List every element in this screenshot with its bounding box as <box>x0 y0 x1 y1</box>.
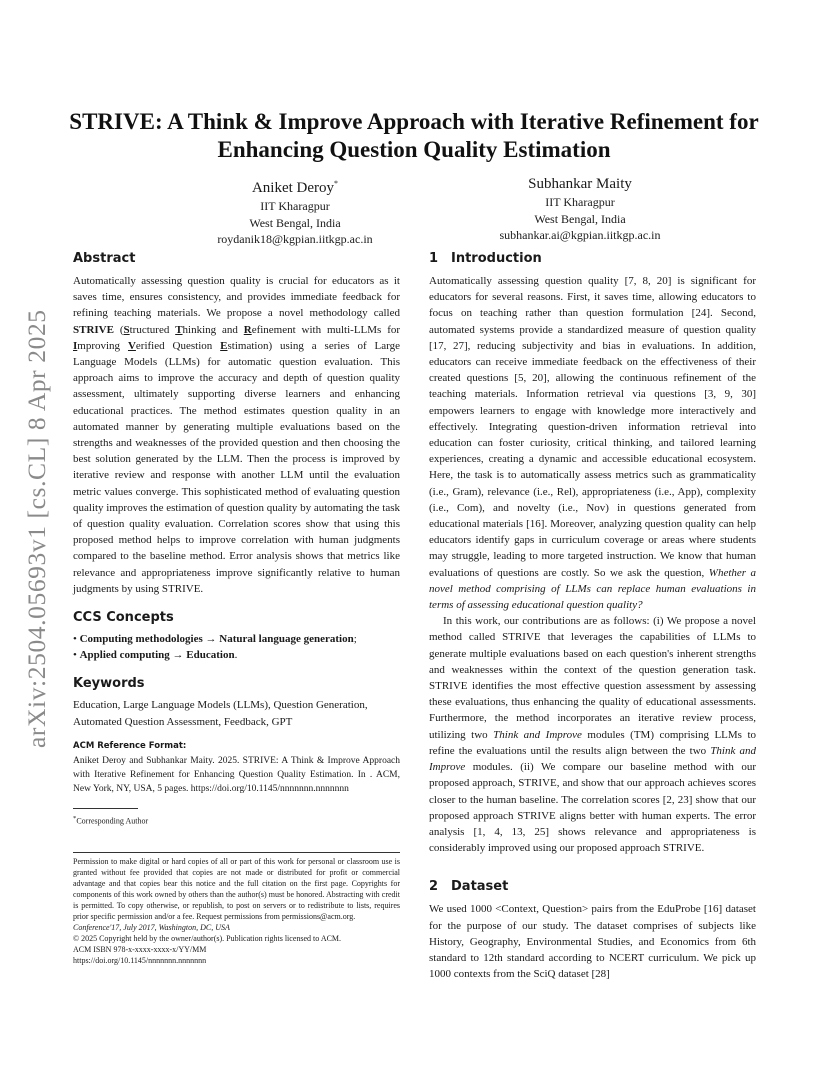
dataset-heading: 2 Dataset <box>429 879 509 895</box>
permission-block <box>73 856 400 966</box>
abstract-heading: Abstract <box>73 251 136 266</box>
ccs-item: • Computing methodologies → Natural language generation; <box>73 633 357 646</box>
author-name: Subhankar Maity <box>528 176 632 192</box>
author-affiliation: IIT Kharagpur <box>260 199 330 213</box>
keywords-heading: Keywords <box>73 676 145 692</box>
author-block-2 <box>430 174 730 244</box>
author-name: Aniket Deroy <box>251 180 335 196</box>
footnote: *Corresponding Author <box>73 814 149 826</box>
ccs-list <box>73 631 400 663</box>
acm-reference-heading: ACM Reference Format: <box>73 740 187 751</box>
doi-line: https://doi.org/10.1145/nnnnnnn.nnnnnnn <box>73 955 207 965</box>
permission-rule <box>73 852 400 853</box>
right-column <box>429 250 756 982</box>
conference-line: Conference'17, July 2017, Washington, DC, USA <box>73 922 230 932</box>
author-marker: * <box>334 179 339 188</box>
paper-title: STRIVE: A Think & Improve Approach with Iterative Refinement for Enhancing Question Quality Estimation <box>69 109 759 162</box>
introduction-heading: 1 Introduction <box>429 251 542 266</box>
footnote-rule <box>73 808 138 809</box>
dataset-paragraph: We used 1000 <Context, Question> pairs from the EduProbe [16] dataset for the purpose of our study. The dataset comprises of subjects like History, Geography, Environmental Studies, and Economics from 6th standard to 12th standard according to NCERT curriculum. We pick up 1000 contexts from the SciQ dataset [28] <box>429 903 756 981</box>
author-affiliation: IIT Kharagpur <box>545 195 615 209</box>
author-email: roydanik18@kgpian.iitkgp.ac.in <box>217 232 373 246</box>
author-location: West Bengal, India <box>249 215 341 230</box>
introduction-paragraph-1: Automatically assessing question quality [7, 8, 20] is significant for educators for several reasons. First, it saves time, allowing educators to focus on teaching rather than question formulation [24]. Second, automated systems provide a standardized measure of question quality [17, 27], reducing subjectivity and bias in evaluations. In addition, educators can receive immediate feedback on the effectiveness of their created questions [5, 20], allowing the continuous refinement of the teaching materials. Information retrieval via questions [3, 9, 30] empowers learners to engage with knowledge more interactively and effectively. Integrating question-driven information retrieval into education can foster curiosity, critical thinking, and tailored learning experiences, creating a dynamic and accessible educational ecosystem. Here, the task is to automatically assess metrics such as grammaticality (i.e., Gram), relevance (i.e., Rel), appropriateness (i.e., App), complexity (i.e., Com), and novelty (i.e., Nov) in questions generated from educational materials [16]. Moreover, analyzing question quality can help educators identify gaps in curriculum coverage or areas where students may struggle, leading to more targeted instruction. We know that human evaluations of questions are costly. So we ask the question, Whether a novel method comprising of LLMs can replace human evaluations in terms of assessing educational question quality? <box>429 275 757 612</box>
isbn-line: ACM ISBN 978-x-xxxx-xxxx-x/YY/MM <box>73 944 207 954</box>
author-location: West Bengal, India <box>534 211 626 226</box>
keywords-text: Education, Large Language Models (LLMs), Question Generation, Automated Question Assessment, Feedback, GPT <box>73 699 368 728</box>
left-column <box>73 250 400 966</box>
acm-reference-text: Aniket Deroy and Subhankar Maity. 2025. STRIVE: A Think & Improve Approach with Iterative Refinement for Enhancing Question Quality Estimation. In . ACM, New York, NY, USA, 5 pages. https://doi.org/10.1145/nnnnnnn.nnnnnnn <box>73 755 400 794</box>
abstract-text: Automatically assessing question quality is crucial for educators as it saves time, ensures consistency, and provides immediate feedback for refining teaching materials. We propose a novel methodology called STRIVE (Structured Thinking and Refinement with multi-LLMs for Improving Verified Question Estimation) using a series of Large Language Models (LLMs) for automatic question evaluation. This approach aims to improve the accuracy and depth of question quality assessment, ultimately supporting diverse learners and enhancing educational practices. The method estimates question quality in an automated manner by generating multiple evaluations based on the strengths and weaknesses of the provided question and then choosing the best solution generated by the LLM. Then the process is improved by iterative review and response with another LLM until the evaluation metric values converge. This sophisticated method of evaluating question quality improves the estimation of question quality by automating the task of question quality evaluation. Correlation scores show that using this proposed method helps to improve correlation with human judgments compared to the baseline method. Error analysis shows that metrics like relevance and appropriateness improve significantly relative to human judgments by using STRIVE. <box>73 275 401 595</box>
arxiv-identifier: arXiv:2504.05693v1 [cs.CL] 8 Apr 2025 <box>22 309 51 748</box>
author-block-1 <box>145 174 445 248</box>
ccs-item: • Applied computing → Education. <box>73 649 238 662</box>
copyright-line: © 2025 Copyright held by the owner/author(s). Publication rights licensed to ACM. <box>73 933 342 943</box>
author-email: subhankar.ai@kgpian.iitkgp.ac.in <box>499 228 661 242</box>
ccs-heading: CCS Concepts <box>73 610 174 626</box>
permission-text: Permission to make digital or hard copies of all or part of this work for personal or classroom use is granted without fee provided that copies are not made or distributed for profit or commercial advantage and that copies bear this notice and the full citation on the first page. Copyrights for components of this work owned by others than the author(s) must be honored. Abstracting with credit is permitted. To copy otherwise, or republish, to post on servers or to redistribute to lists, requires prior specific permission and/or a fee. Request permissions from permissions@acm.org. <box>73 856 400 921</box>
introduction-paragraph-2: In this work, our contributions are as follows: (i) We propose a novel method called STRIVE that leverages the capabilities of LLMs to generate multiple evaluations based on each question's inherent strengths and weaknesses within the context of the question generation task. STRIVE identifies the most effective question assessment by assessing these evaluations, thus enhancing the quality of educational assessments. Furthermore, the method incorporates an iterative review process, utilizing two Think and Improve modules (TM) comprising LLMs to refine the evaluations until the results align between the two Think and Improve modules. (ii) We compare our baseline method with our proposed approach, STRIVE, and show that our approach achieves scores closer to the human baseline. The correlation scores [2, 23] show that our proposed approach STRIVE aligns better with human experts. The error analysis [1, 4, 13, 25] shows relevance and appropriateness is considerably improved using our proposed approach STRIVE. <box>429 615 756 855</box>
